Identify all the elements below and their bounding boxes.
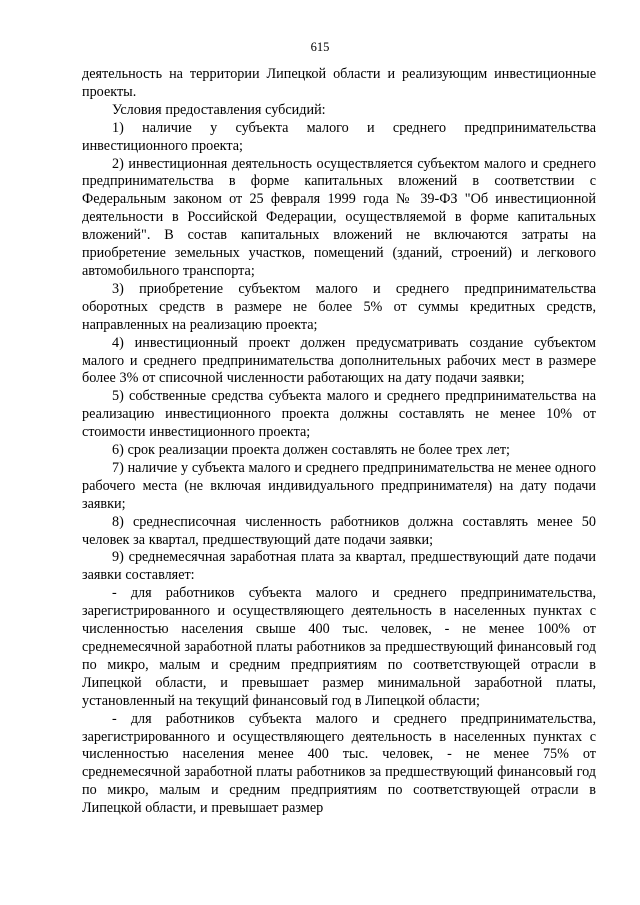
paragraph-condition-8: 8) среднесписочная численность работников должна составлять менее 50 человек за квартал, предшествующий дате подачи заявки;	[82, 513, 596, 548]
paragraph-condition-1: 1) наличие у субъекта малого и среднего предпринимательства инвестиционного проекта;	[82, 119, 596, 154]
paragraph-salary-over-400k: - для работников субъекта малого и среднего предпринимательства, зарегистрированного и осуществляющего деятельность в населенных пунктах с численностью населения свыше 400 тыс. человек, - не менее 100% от среднемесячной заработной платы работников за предшествующий финансовый год по микро, малым и средним предприятиям по соответствующей отрасли в Липецкой области, и превышает размер минимальной заработной платы, установленный на текущий финансовый год в Липецкой области;	[82, 585, 596, 709]
paragraph-continuation: деятельность на территории Липецкой области и реализующим инвестиционные проекты.	[82, 66, 596, 100]
paragraph-condition-5: 5) собственные средства субъекта малого и среднего предпринимательства на реализацию инвестиционного проекта должны составлять не менее 10% от стоимости инвестиционного проекта;	[82, 388, 596, 441]
paragraph-condition-3: 3) приобретение субъектом малого и среднего предпринимательства оборотных средств в размере не более 5% от суммы кредитных средств, направленных на реализацию проекта;	[82, 280, 596, 333]
paragraph-condition-6: 6) срок реализации проекта должен составлять не более трех лет;	[112, 442, 510, 459]
paragraph-condition-2: 2) инвестиционная деятельность осуществляется субъектом малого и среднего предпринимательства в форме капитальных вложений в соответствии с Федеральным законом от 25 февраля 1999 года № 39-ФЗ "Об инвестиционной деятельности в Российской Федерации, осуществляемой в форме капитальных вложений". В состав капитальных вложений не включаются затраты на приобретение земельных участков, помещений (зданий, строений) и легкового автомобильного транспорта;	[82, 155, 596, 279]
paragraph-condition-9: 9) среднемесячная заработная плата за квартал, предшествующий дате подачи заявки составляет:	[82, 549, 596, 584]
document-body	[82, 66, 596, 818]
paragraph-salary-under-400k: - для работников субъекта малого и среднего предпринимательства, зарегистрированного и осуществляющего деятельность в населенных пунктах с численностью населения менее 400 тыс. человек, - не менее 75% от среднемесячной заработной платы работников за предшествующий финансовый год по микро, малым и средним предприятиям по соответствующей отрасли в Липецкой области, и превышает размер	[82, 710, 596, 817]
page-number: 615	[310, 40, 330, 54]
paragraph-conditions-heading: Условия предоставления субсидий:	[112, 101, 326, 118]
paragraph-condition-4: 4) инвестиционный проект должен предусматривать создание субъектом малого и среднего предпринимательства дополнительных рабочих мест в размере более 3% от списочной численности работающих на дату подачи заявки;	[82, 334, 596, 387]
paragraph-condition-7: 7) наличие у субъекта малого и среднего предпринимательства не менее одного рабочего места (не включая индивидуального предпринимателя) на дату подачи заявки;	[82, 459, 596, 512]
